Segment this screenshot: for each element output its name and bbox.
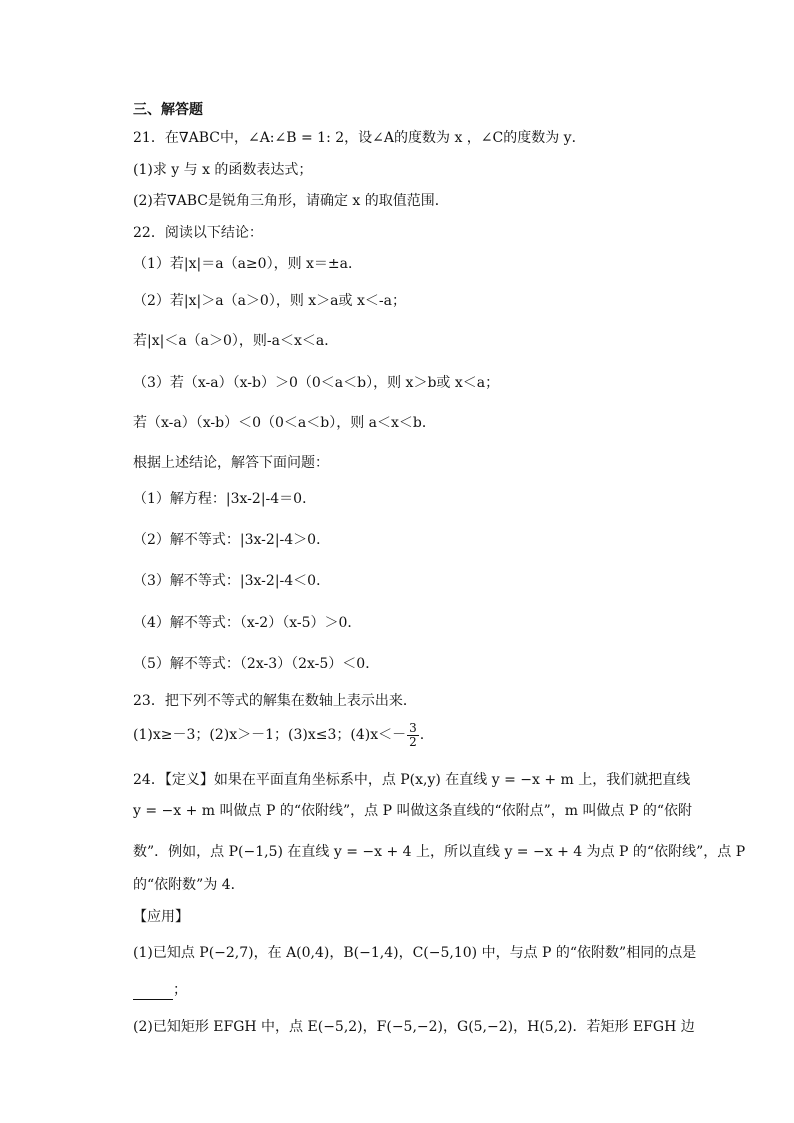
q22-task-4: （4）解不等式：（x-2）（x-5）＞0． (133, 615, 362, 631)
q24-line-3: 数”．例如，点 P(−1,5) 在直线 y = −x + 4 上，所以直线 y = −x + 4 为点 P 的“依附线”，点 P (133, 844, 746, 860)
q22-task-5: （5）解不等式：（2x-3）（2x-5）＜0． (133, 656, 380, 672)
q22-intro: 22．阅读以下结论： (133, 225, 263, 241)
q21-part2: (2)若∇ABC是锐角三角形，请确定 x 的取值范围． (133, 193, 449, 209)
q22-conclusion-3: （3）若（x-a）（x-b）＞0（0＜a＜b），则 x＞b或 x＜a； (133, 375, 500, 391)
q21-part1: (1)求 y 与 x 的函数表达式； (133, 162, 313, 178)
q23-stem: 23．把下列不等式的解集在数轴上表示出来． (133, 693, 417, 709)
q24-line-1: 24．【定义】如果在平面直角坐标系中，点 P(x,y) 在直线 y = −x + m 上，我们就把直线 (133, 772, 691, 788)
q24-apply-1-end: ； (173, 982, 187, 998)
q23-items (133, 718, 424, 752)
q24-apply-1: (1)已知点 P(−2,7)，在 A(0,4)，B(−1,4)，C(−5,10) 中，与点 P 的“依附数”相同的点是 (133, 945, 697, 961)
q22-conclusion-3b: 若（x-a）（x-b）＜0（0＜a＜b），则 a＜x＜b． (133, 415, 436, 431)
section-title: 三、解答题 (133, 102, 203, 118)
q22-task-3: （3）解不等式：|3x-2|-4＜0． (133, 573, 331, 589)
q23-end: . (419, 727, 425, 743)
fraction-denominator: 2 (409, 734, 417, 749)
q22-conclusion-2b: 若|x|＜a（a＞0），则-a＜x＜a． (133, 333, 339, 349)
q24-line-4: 的“依附数”为 4． (133, 877, 245, 893)
q22-conclusion-1: （1）若|x|＝a（a≥0），则 x＝±a． (133, 256, 362, 272)
q22-task-2: （2）解不等式：|3x-2|-4＞0． (133, 532, 331, 548)
q24-apply-1-answer-line (133, 980, 187, 1000)
q24-apply-heading: 【应用】 (133, 909, 189, 925)
q24-line-2: y = −x + m 叫做点 P 的“依附线”，点 P 叫做这条直线的“依附点”，m 叫做点 P 的“依附 (133, 803, 692, 819)
q23-items-text: (1)x≥－3；(2)x＞－1；(3)x≤3；(4)x＜－ (133, 727, 407, 743)
answer-blank[interactable] (133, 985, 173, 1000)
q22-task: 根据上述结论，解答下面问题： (133, 455, 329, 471)
q24-apply-2: (2)已知矩形 EFGH 中，点 E(−5,2)，F(−5,−2)，G(5,−2)，H(5,2)．若矩形 EFGH 边 (133, 1019, 695, 1035)
fraction-numerator: 3 (409, 720, 417, 735)
q21-stem: 21．在∇ABC中，∠A:∠B = 1: 2，设∠A的度数为 x ，∠C的度数为 y． (133, 130, 586, 146)
q22-task-1: （1）解方程：|3x-2|-4＝0． (133, 491, 317, 507)
q22-conclusion-2: （2）若|x|＞a（a＞0），则 x＞a或 x＜-a； (133, 293, 406, 309)
three-halves-fraction (407, 722, 419, 749)
